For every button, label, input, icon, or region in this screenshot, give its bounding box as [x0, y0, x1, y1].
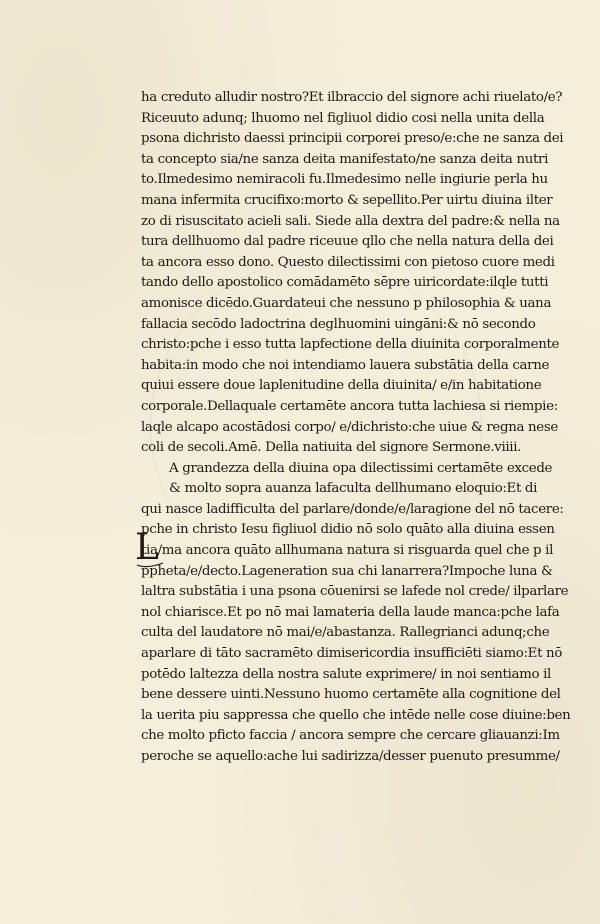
- text-line: to.Ilmedesimo nemiracoli fu.Ilmedesimo nelle ingiurie perla hu: [141, 172, 548, 188]
- text-line: pche in christo Iesu figliuol didio nō solo quāto alla diuina essen: [141, 522, 555, 538]
- decorated-initial-letter: [133, 529, 167, 569]
- text-line: ta concepto sia/ne sanza deita manifestato/ne sanza deita nutri: [141, 151, 549, 167]
- text-line: christo:pche i esso tutta lapfectione della diuinita corporalmente: [141, 337, 560, 353]
- sermon-heading-line: coli de secoli.Amē. Della natiuita del signore Sermone.viiii.: [141, 440, 522, 456]
- text-line: tando dello apostolico comādamēto sēpre uiricordate:ilqle tutti: [141, 275, 549, 291]
- text-line: che molto pficto faccia / ancora sempre che cercare gliauanzi:Im: [141, 728, 560, 744]
- text-line: culta del laudatore nō mai/e/abastanza. Rallegrianci adunq;che: [141, 625, 550, 641]
- text-line: nol chiarisce.Et po nō mai lamateria della laude manca:pche lafa: [141, 604, 560, 620]
- text-line: laqle alcapo acostādosi corpo/ e/dichristo:che uiue & regna nese: [141, 419, 558, 435]
- text-line: Riceuuto adunq; lhuomo nel figliuol didio cosi nella unita della: [141, 110, 545, 126]
- text-line: mana infermita crucifixo:morto & sepellito.Per uirtu diuina ilter: [141, 192, 553, 208]
- text-line: qui nasce ladifficulta del parlare/donde/e/laragione del nō tacere:: [141, 501, 564, 517]
- text-line: laltra substātia i una psona cōuenirsi se lafede nol crede/ ilparlare: [141, 584, 569, 600]
- text-line: ta ancora esso dono. Questo dilectissimi con pietoso cuore medi: [141, 254, 555, 270]
- text-line: zo di risuscitato acieli sali. Siede alla dextra del padre:& nella na: [141, 213, 560, 229]
- text-line: amonisce dicēdo.Guardateui che nessuno p philosophia & uana: [141, 295, 552, 311]
- text-line: quiui essere doue laplenitudine della diuinita/ e/in habitatione: [141, 378, 542, 394]
- text-line: la uerita piu sappressa che quello che intēde nelle cose diuine:ben: [141, 707, 571, 723]
- text-line: aparlare di tāto sacramēto dimisericordia insufficiēti siamo:Et nō: [141, 646, 563, 662]
- text-line: tura dellhuomo dal padre riceuue qllo che nella natura della dei: [141, 234, 554, 250]
- text-line: peroche se aquello:ache lui sadirizza/desser puenuto presumme/: [141, 749, 560, 764]
- text-line: potēdo laltezza della nostra salute exprimere/ in noi sentiamo il: [141, 666, 551, 682]
- svg-text:L: L: [135, 529, 159, 568]
- text-line: fallacia secōdo ladoctrina deglhuomini uingāni:& nō secondo: [141, 316, 536, 332]
- text-line: corporale.Dellaquale certamēte ancora tutta lachiesa si riempie:: [141, 398, 558, 414]
- text-line: psona dichristo daessi principii corporei preso/e:che ne sanza dei: [141, 131, 564, 147]
- text-line: tia/ma ancora quāto allhumana natura si risguarda quel che p il: [141, 543, 554, 559]
- text-line: ha creduto alludir nostro?Et ilbraccio del signore achi riuelato/e?: [141, 90, 563, 105]
- text-line: A grandezza della diuina opa dilectissimi certamēte excede: [169, 460, 553, 476]
- text-line: & molto sopra auanza lafaculta dellhumano eloquio:Et di: [169, 481, 538, 497]
- sermon-text-block: [135, 88, 571, 768]
- text-line: bene dessere uinti.Nessuno huomo certamēte alla cognitione del: [141, 687, 561, 703]
- text-line: habita:in modo che noi intendiamo lauera substātia della carne: [141, 357, 550, 373]
- text-line: ppheta/e/decto.Lageneration sua chi lanarrera?Impoche luna &: [141, 563, 553, 579]
